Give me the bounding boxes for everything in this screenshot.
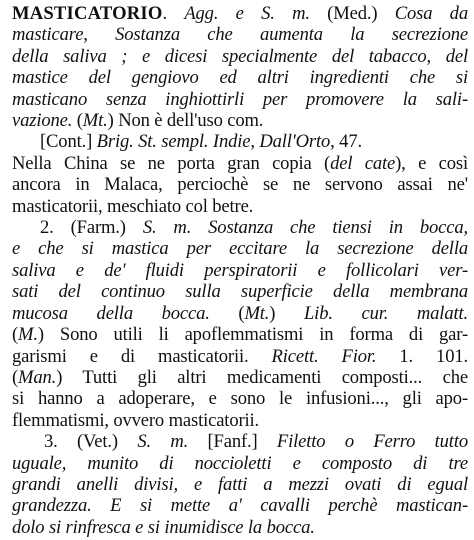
italic-text: grandi anelli divisi, e fatti a mezzi ovati di egual (12, 473, 468, 495)
roman-text: ( (72, 110, 83, 132)
entry-text-line (12, 303, 468, 324)
italic-text: Agg. e S. m. (184, 3, 310, 24)
entry-text-line (12, 517, 468, 538)
entry-text-line (12, 217, 468, 238)
roman-text: garismi e di masticatorii. (12, 345, 272, 367)
roman-text: ( (209, 302, 245, 324)
italic-text: e che si mastica per eccitare la secrezione della (12, 238, 468, 260)
italic-text: Ricett. Fior. (271, 345, 377, 367)
roman-text: ) Tutti gli altri medicamenti composti... che (56, 366, 468, 388)
roman-text: ) Non è dell'uso com. (107, 110, 264, 132)
italic-text: Man. (18, 366, 57, 388)
roman-text: ( (12, 366, 19, 388)
entry-text-line (12, 67, 468, 88)
entry-text-line (12, 324, 468, 345)
roman-text: ( (12, 324, 19, 346)
headword: MASTICATORIO (12, 3, 163, 24)
roman-text: ) Sono utili li apoflemmatismi in forma di gar- (37, 324, 468, 346)
italic-text: grandezza. E si mette a' cavalli perchè mastican- (12, 495, 468, 517)
entry-text-line (12, 110, 468, 131)
italic-text: masticare, Sostanza che aumenta la secrezione (12, 24, 468, 46)
italic-text: Cosa da (394, 3, 468, 24)
entry-text-line (12, 89, 468, 110)
roman-text: ), e così (395, 152, 468, 174)
entry-text-line (12, 495, 468, 516)
entry-text-line (12, 153, 468, 174)
italic-text: Mt. (82, 110, 108, 132)
italic-text: M. (18, 324, 38, 346)
roman-text: 3. (Vet.) (44, 431, 138, 453)
entry-text-line (12, 431, 468, 452)
entry-text-line (12, 474, 468, 495)
roman-text: masticatorii, meschiato col betre. (12, 195, 254, 217)
italic-text: masticano senza inghiottirli per promovere la sali- (12, 88, 468, 110)
italic-text: uguale, munito di noccioletti e composto di tre (12, 452, 468, 474)
entry-text-line (12, 260, 468, 281)
entry-text-line (12, 131, 468, 152)
roman-text: , 47. (330, 131, 362, 153)
roman-text: flemmatismi, ovvero masticatorii. (12, 409, 260, 431)
italic-text: S. m. Sostanza che tiensi in bocca, (142, 217, 468, 239)
italic-text: della saliva ; e dicesi specialmente del tabacco, del (12, 45, 468, 67)
italic-text: Mt. (244, 302, 270, 324)
italic-text: Filetto o Ferro tutto (276, 431, 468, 453)
italic-text: mastice del gengiovo ed altri ingredienti che si (12, 67, 468, 89)
roman-text: Nella China se ne porta gran copia ( (12, 152, 331, 174)
roman-text: ) (269, 302, 304, 324)
entry-text-line (12, 281, 468, 302)
italic-text: mucosa della bocca. (12, 302, 210, 324)
italic-text: sati del continuo sulla superficie della membrana (12, 281, 468, 303)
entry-text-line (12, 410, 468, 431)
italic-text: Brig. St. sempl. Indie, Dall'Orto (96, 131, 331, 153)
entry-text-line (12, 367, 468, 388)
roman-text: 1. 101. (376, 345, 468, 367)
roman-text: . (162, 3, 185, 24)
entry-text-line (12, 388, 468, 409)
entry-text-line (12, 346, 468, 367)
roman-text: [Cont.] (40, 131, 97, 153)
roman-text: ancora in Malaca, perciochè se ne servono assai ne' (12, 174, 468, 196)
italic-text: saliva e de' fluidi perspiratorii e follicolari ver- (12, 259, 468, 281)
italic-text: del cate (330, 152, 396, 174)
entry-text-line (12, 46, 468, 67)
entry-text-line (12, 453, 468, 474)
headword-line (12, 3, 468, 24)
entry-text-line (12, 174, 468, 195)
entry-text-line (12, 24, 468, 45)
italic-text: S. m. (137, 431, 189, 453)
entry-text-line (12, 238, 468, 259)
italic-text: Lib. cur. malatt. (303, 302, 468, 324)
roman-text: 2. (Farm.) (40, 217, 143, 239)
roman-text: [Fanf.] (188, 431, 277, 453)
entry-text-line (12, 196, 468, 217)
roman-text: (Med.) (309, 3, 395, 24)
roman-text: si hanno a adoperare, e sono le infusioni..., gli apo- (12, 388, 468, 410)
italic-text: dolo si rinfresca e si inumidisce la bocca. (12, 516, 315, 538)
italic-text: vazione. (12, 110, 73, 132)
